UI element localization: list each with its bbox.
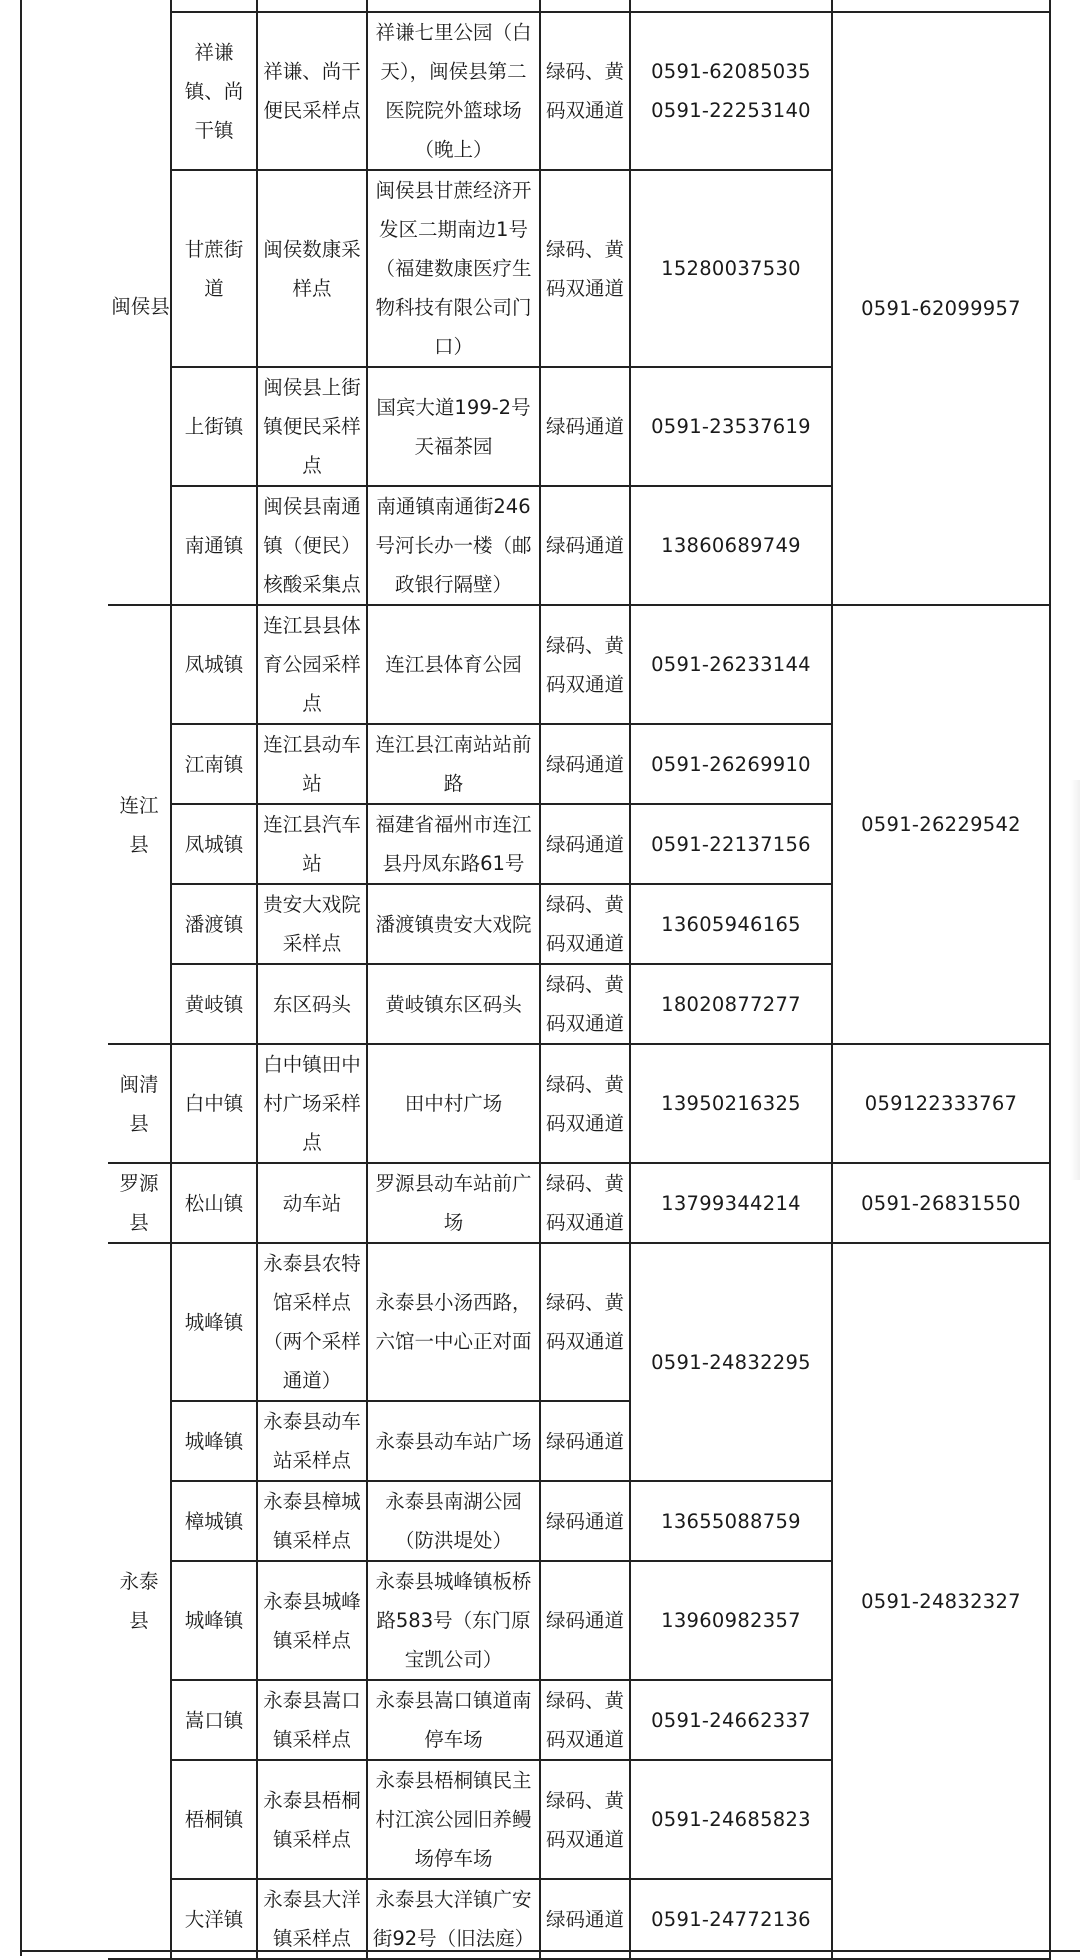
town-cell: 祥谦镇、尚干镇 (171, 12, 257, 170)
county-cell: 罗源县 (108, 1163, 171, 1243)
address-cell: 连江县体育公园 (367, 605, 540, 724)
phone-cell: 0591-62085035 0591-22253140 (630, 12, 832, 170)
phone-cell: 13799344214 (630, 1163, 832, 1243)
hotline-cell: 0591-26831550 (832, 1163, 1050, 1243)
channel-cell: 绿码、黄码双通道 (540, 1760, 630, 1879)
town-cell: 樟城镇 (171, 1481, 257, 1561)
phone-cell: 0591-24662337 (630, 1680, 832, 1760)
site-cell: 闽侯县上街镇便民采样点 (257, 367, 367, 486)
town-cell: 上街镇 (171, 367, 257, 486)
table-row (108, 1243, 1050, 1401)
address-cell: 田中村广场 (367, 1044, 540, 1163)
address-cell: 闽侯县甘蔗经济开发区二期南边1号（福建数康医疗生物科技有限公司门口） (367, 170, 540, 367)
phone-cell: 0591-26233144 (630, 605, 832, 724)
scroll-edge-shadow (1070, 780, 1080, 1180)
site-cell: 贵安大戏院采样点 (257, 884, 367, 964)
channel-cell: 绿码、黄码双通道 (540, 884, 630, 964)
site-cell: 闽侯县南通镇（便民）核酸采集点 (257, 486, 367, 605)
town-cell: 城峰镇 (171, 1243, 257, 1401)
town-cell: 大洋镇 (171, 1879, 257, 1959)
town-cell: 城峰镇 (171, 1401, 257, 1481)
phone-cell: 0591-24685823 (630, 1760, 832, 1879)
site-cell: 永泰县梧桐镇采样点 (257, 1760, 367, 1879)
site-cell: 永泰县城峰镇采样点 (257, 1561, 367, 1680)
town-cell: 梧桐镇 (171, 1760, 257, 1879)
site-cell: 动车站 (257, 1163, 367, 1243)
phone-cell: 18020877277 (630, 964, 832, 1044)
channel-cell: 绿码、黄码双通道 (540, 605, 630, 724)
town-cell: 嵩口镇 (171, 1680, 257, 1760)
town-cell: 凤城镇 (171, 605, 257, 724)
channel-cell: 绿码通道 (540, 1481, 630, 1561)
town-cell: 黄岐镇 (171, 964, 257, 1044)
address-cell: 永泰县嵩口镇道南停车场 (367, 1680, 540, 1760)
channel-cell: 绿码、黄码双通道 (540, 12, 630, 170)
channel-cell: 绿码、黄码双通道 (540, 1680, 630, 1760)
site-cell: 闽侯数康采样点 (257, 170, 367, 367)
address-cell: 永泰县南湖公园（防洪堤处） (367, 1481, 540, 1561)
channel-cell: 绿码通道 (540, 804, 630, 884)
county-cell: 连江县 (108, 605, 171, 1044)
site-cell: 永泰县动车站采样点 (257, 1401, 367, 1481)
channel-cell: 绿码、黄码双通道 (540, 1243, 630, 1401)
sampling-sites-table (108, 0, 1051, 1960)
phone-cell: 13950216325 (630, 1044, 832, 1163)
town-cell: 松山镇 (171, 1163, 257, 1243)
hotline-cell (832, 0, 1050, 12)
town-cell: 甘蔗街道 (171, 170, 257, 367)
phone-cell: 0591-23537619 (630, 367, 832, 486)
table-row (108, 1163, 1050, 1243)
address-cell: 祥谦七里公园（白天），闽侯县第二医院院外篮球场（晚上） (367, 12, 540, 170)
site-cell: 祥谦、尚干便民采样点 (257, 12, 367, 170)
table-row (108, 1044, 1050, 1163)
town-cell: 白中镇 (171, 1044, 257, 1163)
site-cell: 永泰县农特馆采样点（两个采样通道） (257, 1243, 367, 1401)
address-cell (367, 0, 540, 12)
site-cell: 东区码头 (257, 964, 367, 1044)
hotline-cell: 0591-26229542 (832, 605, 1050, 1044)
address-cell: 国宾大道199-2号天福茶园 (367, 367, 540, 486)
address-cell: 永泰县动车站广场 (367, 1401, 540, 1481)
hotline-cell: 0591-24832327 (832, 1243, 1050, 1959)
address-cell: 黄岐镇东区码头 (367, 964, 540, 1044)
town-cell: 凤城镇 (171, 804, 257, 884)
address-cell: 连江县江南站站前路 (367, 724, 540, 804)
channel-cell: 绿码、黄码双通道 (540, 170, 630, 367)
site-cell: 永泰县嵩口镇采样点 (257, 1680, 367, 1760)
county-cell: 闽清县 (108, 1044, 171, 1163)
site-cell: 永泰县大洋镇采样点 (257, 1879, 367, 1959)
phone-cell (630, 0, 832, 12)
hotline-cell: 059122333767 (832, 1044, 1050, 1163)
town-cell: 南通镇 (171, 486, 257, 605)
site-cell (257, 0, 367, 12)
address-cell: 永泰县梧桐镇民主村江滨公园旧养鳗场停车场 (367, 1760, 540, 1879)
site-cell: 连江县县体育公园采样点 (257, 605, 367, 724)
phone-cell: 0591-26269910 (630, 724, 832, 804)
address-cell: 福建省福州市连江县丹凤东路61号 (367, 804, 540, 884)
phone-cell: 13655088759 (630, 1481, 832, 1561)
town-cell: 城峰镇 (171, 1561, 257, 1680)
address-cell: 潘渡镇贵安大戏院 (367, 884, 540, 964)
channel-cell: 绿码通道 (540, 724, 630, 804)
channel-cell: 绿码通道 (540, 1879, 630, 1959)
channel-cell: 绿码、黄码双通道 (540, 964, 630, 1044)
channel-cell: 绿码通道 (540, 486, 630, 605)
town-cell: 潘渡镇 (171, 884, 257, 964)
address-cell: 永泰县小汤西路，六馆一中心正对面 (367, 1243, 540, 1401)
address-cell: 永泰县大洋镇广安街92号（旧法庭） (367, 1879, 540, 1959)
phone-cell: 13605946165 (630, 884, 832, 964)
table-row (108, 12, 1050, 170)
phone-cell: 13960982357 (630, 1561, 832, 1680)
phone-cell: 15280037530 (630, 170, 832, 367)
site-cell: 连江县汽车站 (257, 804, 367, 884)
channel-cell: 绿码通道 (540, 1561, 630, 1680)
phone-cell: 0591-24832295 (630, 1243, 832, 1481)
county-label-minhou: 闽侯县 (111, 295, 170, 318)
channel-cell: 绿码、黄码双通道 (540, 1163, 630, 1243)
channel-cell: 绿码通道 (540, 367, 630, 486)
table-row (108, 0, 1050, 12)
phone-cell: 0591-24772136 (630, 1879, 832, 1959)
address-cell: 罗源县动车站前广场 (367, 1163, 540, 1243)
table-row (108, 605, 1050, 724)
town-cell (171, 0, 257, 12)
county-cell: 永泰县 (108, 1243, 171, 1959)
town-cell: 江南镇 (171, 724, 257, 804)
address-cell: 永泰县城峰镇板桥路583号（东门原宝凯公司） (367, 1561, 540, 1680)
site-cell: 白中镇田中村广场采样点 (257, 1044, 367, 1163)
bottom-rule (20, 1950, 1080, 1952)
channel-cell: 绿码、黄码双通道 (540, 1044, 630, 1163)
phone-cell: 0591-22137156 (630, 804, 832, 884)
channel-cell: 绿码通道 (540, 1401, 630, 1481)
site-cell: 连江县动车站 (257, 724, 367, 804)
phone-cell: 13860689749 (630, 486, 832, 605)
hotline-cell: 0591-62099957 (832, 12, 1050, 605)
channel-cell (540, 0, 630, 12)
address-cell: 南通镇南通街246号河长办一楼（邮政银行隔壁） (367, 486, 540, 605)
site-cell: 永泰县樟城镇采样点 (257, 1481, 367, 1561)
